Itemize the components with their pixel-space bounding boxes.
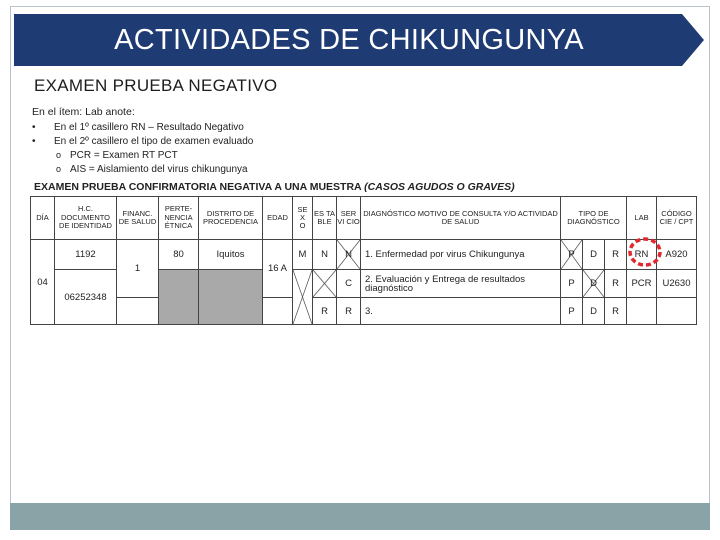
- table-row: [31, 298, 697, 325]
- cell-tipo-d: D: [583, 298, 605, 325]
- table-header-row: [31, 197, 697, 240]
- cell-lab: [627, 298, 657, 325]
- record-table: [30, 196, 697, 325]
- cell-estable: R: [313, 298, 337, 325]
- cell-shaded: [199, 270, 263, 325]
- cell-sexo: M: [293, 240, 313, 270]
- bullet-icon: •: [32, 122, 36, 133]
- col-servicio: SER VI CIO: [337, 197, 361, 240]
- col-lab: LAB: [627, 197, 657, 240]
- cell-servicio: R: [337, 298, 361, 325]
- cell-tipo-p: P: [561, 270, 583, 298]
- cell-tipo-d: D: [583, 270, 605, 298]
- cell-documento: 06252348: [55, 270, 117, 325]
- footer-bar: [10, 503, 710, 530]
- bullet-icon: •: [32, 136, 36, 147]
- col-financiamiento: FINANC. DE SALUD: [117, 197, 159, 240]
- cell-estable: N: [313, 240, 337, 270]
- col-edad: EDAD: [263, 197, 293, 240]
- cell-tipo-d: D: [583, 240, 605, 270]
- col-establecimiento: ES TA BLE: [313, 197, 337, 240]
- col-hc-documento: H.C. DOCUMENTO DE IDENTIDAD: [55, 197, 117, 240]
- cell-diagnostico: 2. Evaluación y Entrega de resultados diagnóstico: [361, 270, 561, 298]
- cell-estable: [313, 270, 337, 298]
- cell-lab: RN: [627, 240, 657, 270]
- title-banner: [14, 14, 704, 66]
- cell-pertenencia: 80: [159, 240, 199, 270]
- cell-distrito: Iquitos: [199, 240, 263, 270]
- strike-x-icon: [313, 270, 336, 297]
- cell-financ: 1: [117, 240, 159, 298]
- instructions-intro: En el ítem: Lab anote:: [32, 106, 135, 118]
- cell-codigo: A920: [657, 240, 697, 270]
- cell-financ-empty: [117, 298, 159, 325]
- col-codigo: CÓDIGO CIE / CPT: [657, 197, 697, 240]
- cell-tipo-r: R: [605, 240, 627, 270]
- cell-diagnostico: 3.: [361, 298, 561, 325]
- cell-codigo: U2630: [657, 270, 697, 298]
- cell-edad-empty: [263, 298, 293, 325]
- section-title: EXAMEN PRUEBA CONFIRMATORIA NEGATIVA A UNA MUESTRA (CASOS AGUDOS O GRAVES): [34, 181, 515, 193]
- cell-diagnostico: 1. Enfermedad por virus Chikungunya: [361, 240, 561, 270]
- circle-bullet-icon: o: [56, 150, 62, 160]
- cell-tipo-r: R: [605, 270, 627, 298]
- cell-tipo-p: P: [561, 240, 583, 270]
- col-sexo: SEXO: [293, 197, 313, 240]
- highlight-ring-icon: [627, 236, 663, 268]
- cell-tipo-p: P: [561, 298, 583, 325]
- slide-subtitle: EXAMEN PRUEBA NEGATIVO: [34, 76, 278, 95]
- form-excerpt: En el ítem: Lab anote: • En el 1º casillero RN – Resultado Negativo • En el 2º casillero el tipo de examen evaluado o PCR = Examen RT PCT o AIS = Aislamiento del virus chikungunya EXAMEN PRUEBA CONFIRMATORIA NEGATIVA A UNA MUESTRA (CASOS AGUDOS O GRAVES) DÍA H.C. DOCUMENTO DE IDENTIDAD FINANC. DE SALUD PERTE-NENCIA ÉTNICA DISTRITO DE PROCEDENCIA EDAD SEXO ES TA BLE SER VI CIO DIAGNÓSTICO MOTIVO DE CONSULTA Y/O ACTIVIDAD DE SALUD TIPO DE DIAGNÓSTICO LAB CÓDIGO CIE / CPT 04 1192 1 80 Iquitos 16 A M N N 1. Enfermedad por virus Chikungunya P D R RN A920 06252348 C 2. Evaluación y Entrega de resultados diagnóstico P D R PCR U2630 R R 3. P D R: [30, 104, 700, 324]
- col-diagnostico: DIAGNÓSTICO MOTIVO DE CONSULTA Y/O ACTIVIDAD DE SALUD: [361, 197, 561, 240]
- strike-x-icon: [293, 270, 312, 324]
- cell-codigo: [657, 298, 697, 325]
- table-row: [31, 240, 697, 270]
- cell-lab: PCR: [627, 270, 657, 298]
- cell-servicio: C: [337, 270, 361, 298]
- cell-edad: 16 A: [263, 240, 293, 298]
- col-distrito: DISTRITO DE PROCEDENCIA: [199, 197, 263, 240]
- cell-hc: 1192: [55, 240, 117, 270]
- circle-bullet-icon: o: [56, 164, 62, 174]
- section-note: (CASOS AGUDOS O GRAVES): [364, 181, 515, 193]
- cell-servicio: N: [337, 240, 361, 270]
- cell-sexo-struck: [293, 270, 313, 325]
- cell-shaded: [159, 270, 199, 325]
- cell-tipo-r: R: [605, 298, 627, 325]
- cell-dia: 04: [31, 240, 55, 325]
- col-pertenencia: PERTE-NENCIA ÉTNICA: [159, 197, 199, 240]
- slide-title: ACTIVIDADES DE CHIKUNGUNYA: [114, 24, 584, 56]
- col-tipo-diagnostico: TIPO DE DIAGNÓSTICO: [561, 197, 627, 240]
- col-dia: DÍA: [31, 197, 55, 240]
